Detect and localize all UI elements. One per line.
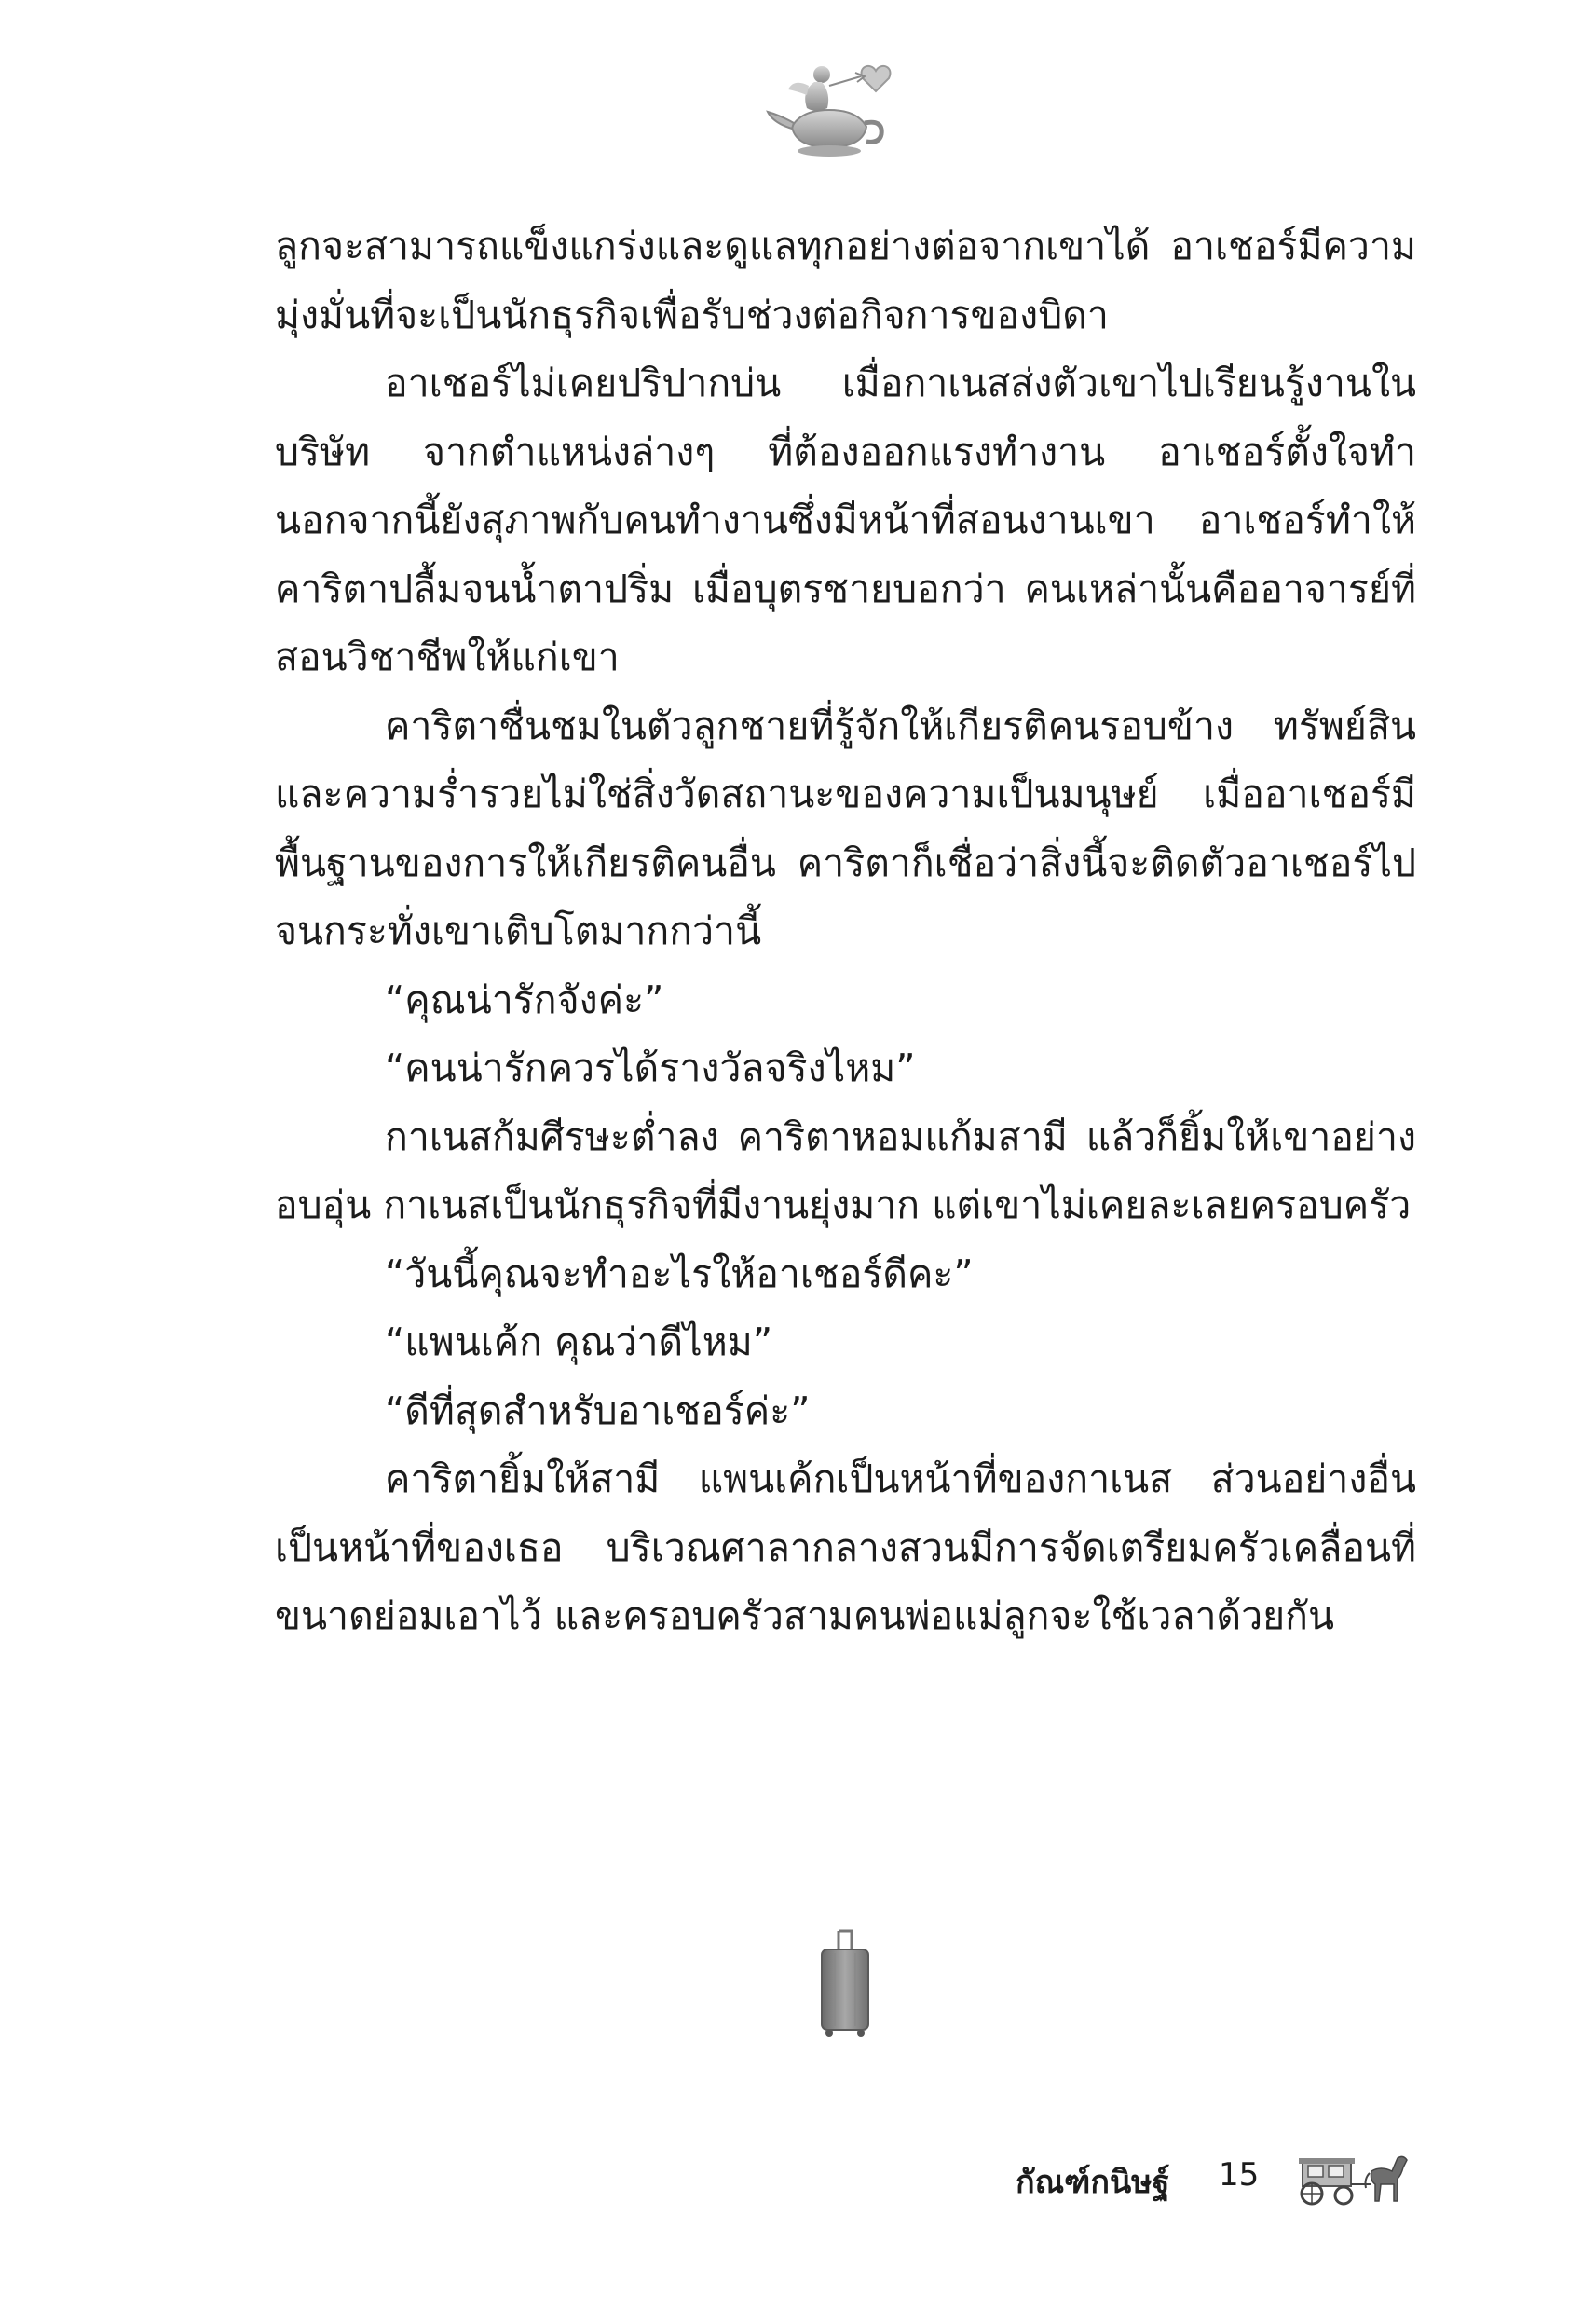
paragraph: อาเชอร์ไม่เคยปริปากบ่น เมื่อกาเนสส่งตัวเขาไปเรียนรู้งานในบริษัท จากตำแหน่งล่างๆ ที่ต้องออกแรงทำงาน อาเชอร์ตั้งใจทำนอกจากนี้ยังสุภาพกับคนทำงานซึ่งมีหน้าที่สอนงานเขา อาเชอร์ทำให้คาริตาปลื้มจนน้ำตาปริ่ม เมื่อบุตรชายบอกว่า คนเหล่านั้นคืออาจารย์ที่สอนวิชาชีพให้แก่เขา xyxy=(275,361,1416,679)
paragraph: กาเนสก้มศีรษะต่ำลง คาริตาหอมแก้มสามี แล้วก็ยิ้มให้เขาอย่างอบอุ่น กาเนสเป็นนักธุรกิจที่มีงานยุ่งมาก แต่เขาไม่เคยละเลยครอบครัว xyxy=(275,1114,1416,1227)
paragraph: คาริตาชื่นชมในตัวลูกชายที่รู้จักให้เกียรติคนรอบข้าง ทรัพย์สินและความร่ำรวยไม่ใช่สิ่งวัดสถานะของความเป็นมนุษย์ เมื่ออาเชอร์มีพื้นฐานของการให้เกียรติคนอื่น คาริตาก็เชื่อว่าสิ่งนี้จะติดตัวอาเชอร์ไปจนกระทั่งเขาเติบโตมากกว่านี้ xyxy=(275,703,1416,953)
dialogue-line: “คนน่ารักควรได้รางวัลจริงไหม” xyxy=(385,1046,916,1090)
page-number: 15 xyxy=(1219,2156,1260,2194)
page-footer xyxy=(1016,2143,1416,2218)
paragraph: คาริตายิ้มให้สามี แพนเค้กเป็นหน้าที่ของกาเนส ส่วนอย่างอื่นเป็นหน้าที่ของเธอ บริเวณศาลากลางสวนมีการจัดเตรียมครัวเคลื่อนที่ขนาดย่อมเอาไว้ และครอบครัวสามคนพ่อแม่ลูกจะใช้เวลาด้วยกัน xyxy=(275,1456,1416,1638)
horse-carriage-icon xyxy=(1295,2143,1416,2208)
suitcase-icon xyxy=(818,1927,872,2039)
dialogue-line: “แพนเค้ก คุณว่าดีไหม” xyxy=(385,1320,773,1364)
story-text xyxy=(275,212,1416,1651)
dialogue-line: “คุณน่ารักจังค่ะ” xyxy=(385,977,664,1022)
cupid-teapot-icon xyxy=(764,54,904,166)
book-title: กัณฑ์กนิษฐ์ xyxy=(1016,2164,1170,2201)
dialogue-line: “ดีที่สุดสำหรับอาเชอร์ค่ะ” xyxy=(385,1388,811,1433)
paragraph-continuation: ลูกจะสามารถแข็งแกร่งและดูแลทุกอย่างต่อจากเขาได้ อาเชอร์มีความมุ่งมั่นที่จะเป็นนักธุรกิจเพื่อรับช่วงต่อกิจการของบิดา xyxy=(275,224,1416,337)
dialogue-line: “วันนี้คุณจะทำอะไรให้อาเชอร์ดีคะ” xyxy=(385,1251,974,1296)
